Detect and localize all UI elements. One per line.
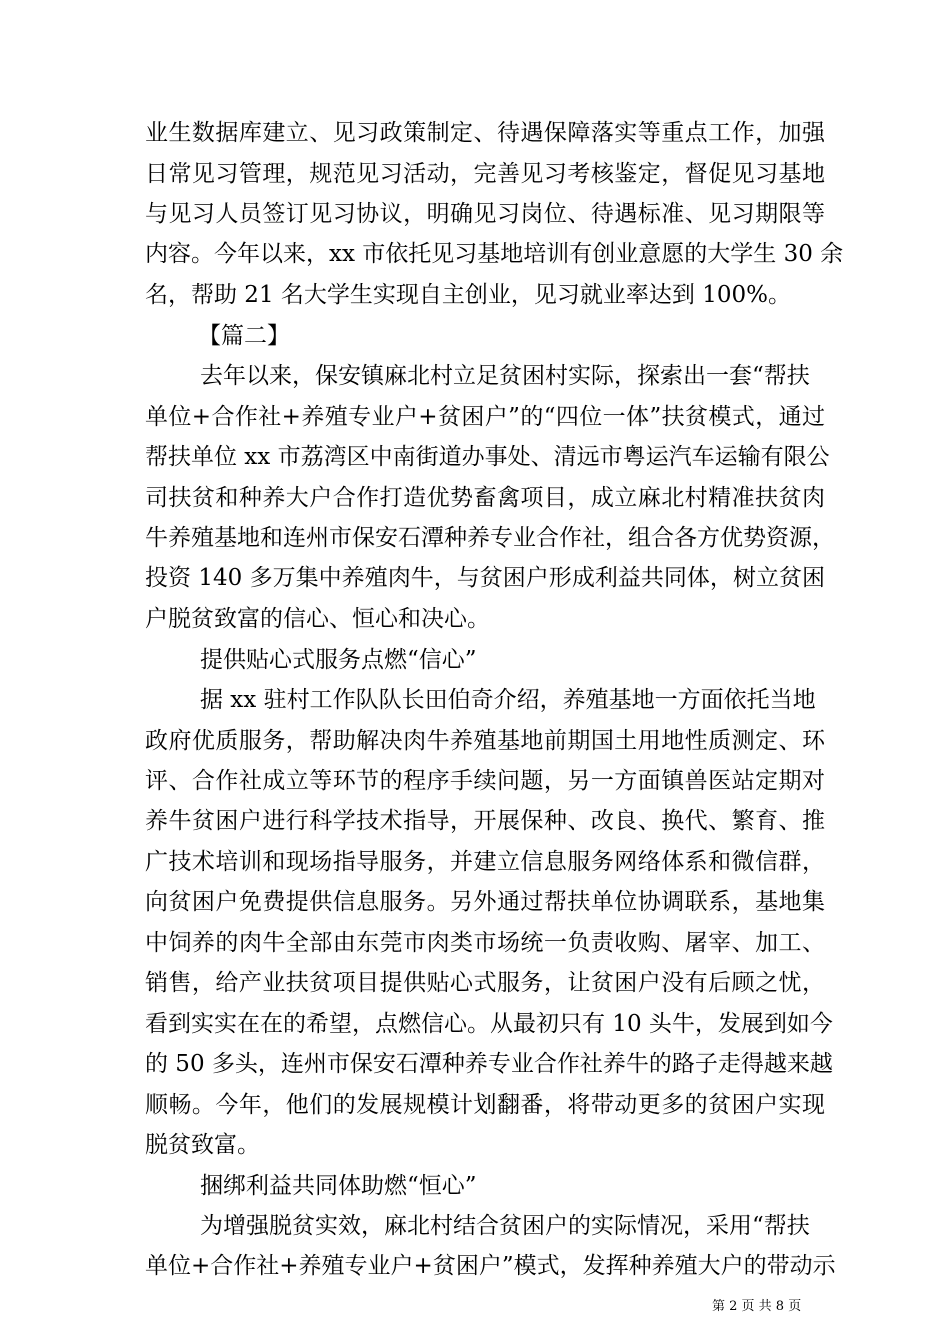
page-number: 第 2 页 共 8 页 bbox=[712, 1299, 802, 1314]
text-line: 牛养殖基地和连州市保安石潭种养专业合作社，组合各方优势资源， bbox=[145, 525, 835, 551]
text-line: 政府优质服务，帮助解决肉牛养殖基地前期国土用地性质测定、环 bbox=[145, 728, 825, 754]
text-line: 投资 140 多万集中养殖肉牛，与贫困户形成利益共同体，树立贫困 bbox=[145, 565, 825, 591]
subheading: 捆绑利益共同体助燃“恒心” bbox=[200, 1173, 477, 1199]
text-line: 为增强脱贫实效，麻北村结合贫困户的实际情况，采用“帮扶 bbox=[200, 1213, 810, 1239]
text-line: 去年以来，保安镇麻北村立足贫困村实际，探索出一套“帮扶 bbox=[200, 363, 810, 389]
text-line: 单位+合作社+养殖专业户+贫困户”模式，发挥种养殖大户的带动示 bbox=[145, 1253, 836, 1279]
text-line: 户脱贫致富的信心、恒心和决心。 bbox=[145, 606, 490, 632]
text-line: 名，帮助 21 名大学生实现自主创业，见习就业率达到 100%。 bbox=[145, 282, 791, 308]
text-line: 销售，给产业扶贫项目提供贴心式服务，让贫困户没有后顾之忧， bbox=[145, 970, 825, 996]
text-line: 与见习人员签订见习协议，明确见习岗位、待遇标准、见习期限等 bbox=[145, 201, 825, 227]
text-line: 向贫困户免费提供信息服务。另外通过帮扶单位协调联系，基地集 bbox=[145, 889, 825, 915]
text-line: 单位+合作社+养殖专业户+贫困户”的“四位一体”扶贫模式，通过 bbox=[145, 404, 825, 430]
text-line: 养牛贫困户进行科学技术指导，开展保种、改良、换代、繁育、推 bbox=[145, 808, 825, 834]
text-line: 的 50 多头，连州市保安石潭种养专业合作社养牛的路子走得越来越 bbox=[145, 1051, 833, 1077]
text-line: 帮扶单位 xx 市荔湾区中南街道办事处、清远市粤运汽车运输有限公 bbox=[145, 444, 830, 470]
text-line: 中饲养的肉牛全部由东莞市肉类市场统一负责收购、屠宰、加工、 bbox=[145, 930, 825, 956]
subheading: 提供贴心式服务点燃“信心” bbox=[200, 647, 477, 673]
text-line: 业生数据库建立、见习政策制定、待遇保障落实等重点工作，加强 bbox=[145, 120, 825, 146]
text-line: 司扶贫和种养大户合作打造优势畜禽项目，成立麻北村精准扶贫肉 bbox=[145, 485, 825, 511]
section-heading: 【篇二】 bbox=[198, 323, 290, 349]
text-line: 内容。今年以来，xx 市依托见习基地培训有创业意愿的大学生 30 余 bbox=[145, 241, 844, 267]
text-line: 广技术培训和现场指导服务，并建立信息服务网络体系和微信群， bbox=[145, 849, 825, 875]
text-line: 评、合作社成立等环节的程序手续问题，另一方面镇兽医站定期对 bbox=[145, 768, 825, 794]
text-line: 日常见习管理，规范见习活动，完善见习考核鉴定，督促见习基地 bbox=[145, 161, 825, 187]
text-line: 顺畅。今年，他们的发展规模计划翻番，将带动更多的贫困户实现 bbox=[145, 1092, 825, 1118]
text-line: 据 xx 驻村工作队队长田伯奇介绍，养殖基地一方面依托当地 bbox=[200, 687, 816, 713]
text-line: 看到实实在在的希望，点燃信心。从最初只有 10 头牛，发展到如今 bbox=[145, 1011, 833, 1037]
text-line: 脱贫致富。 bbox=[145, 1132, 260, 1158]
